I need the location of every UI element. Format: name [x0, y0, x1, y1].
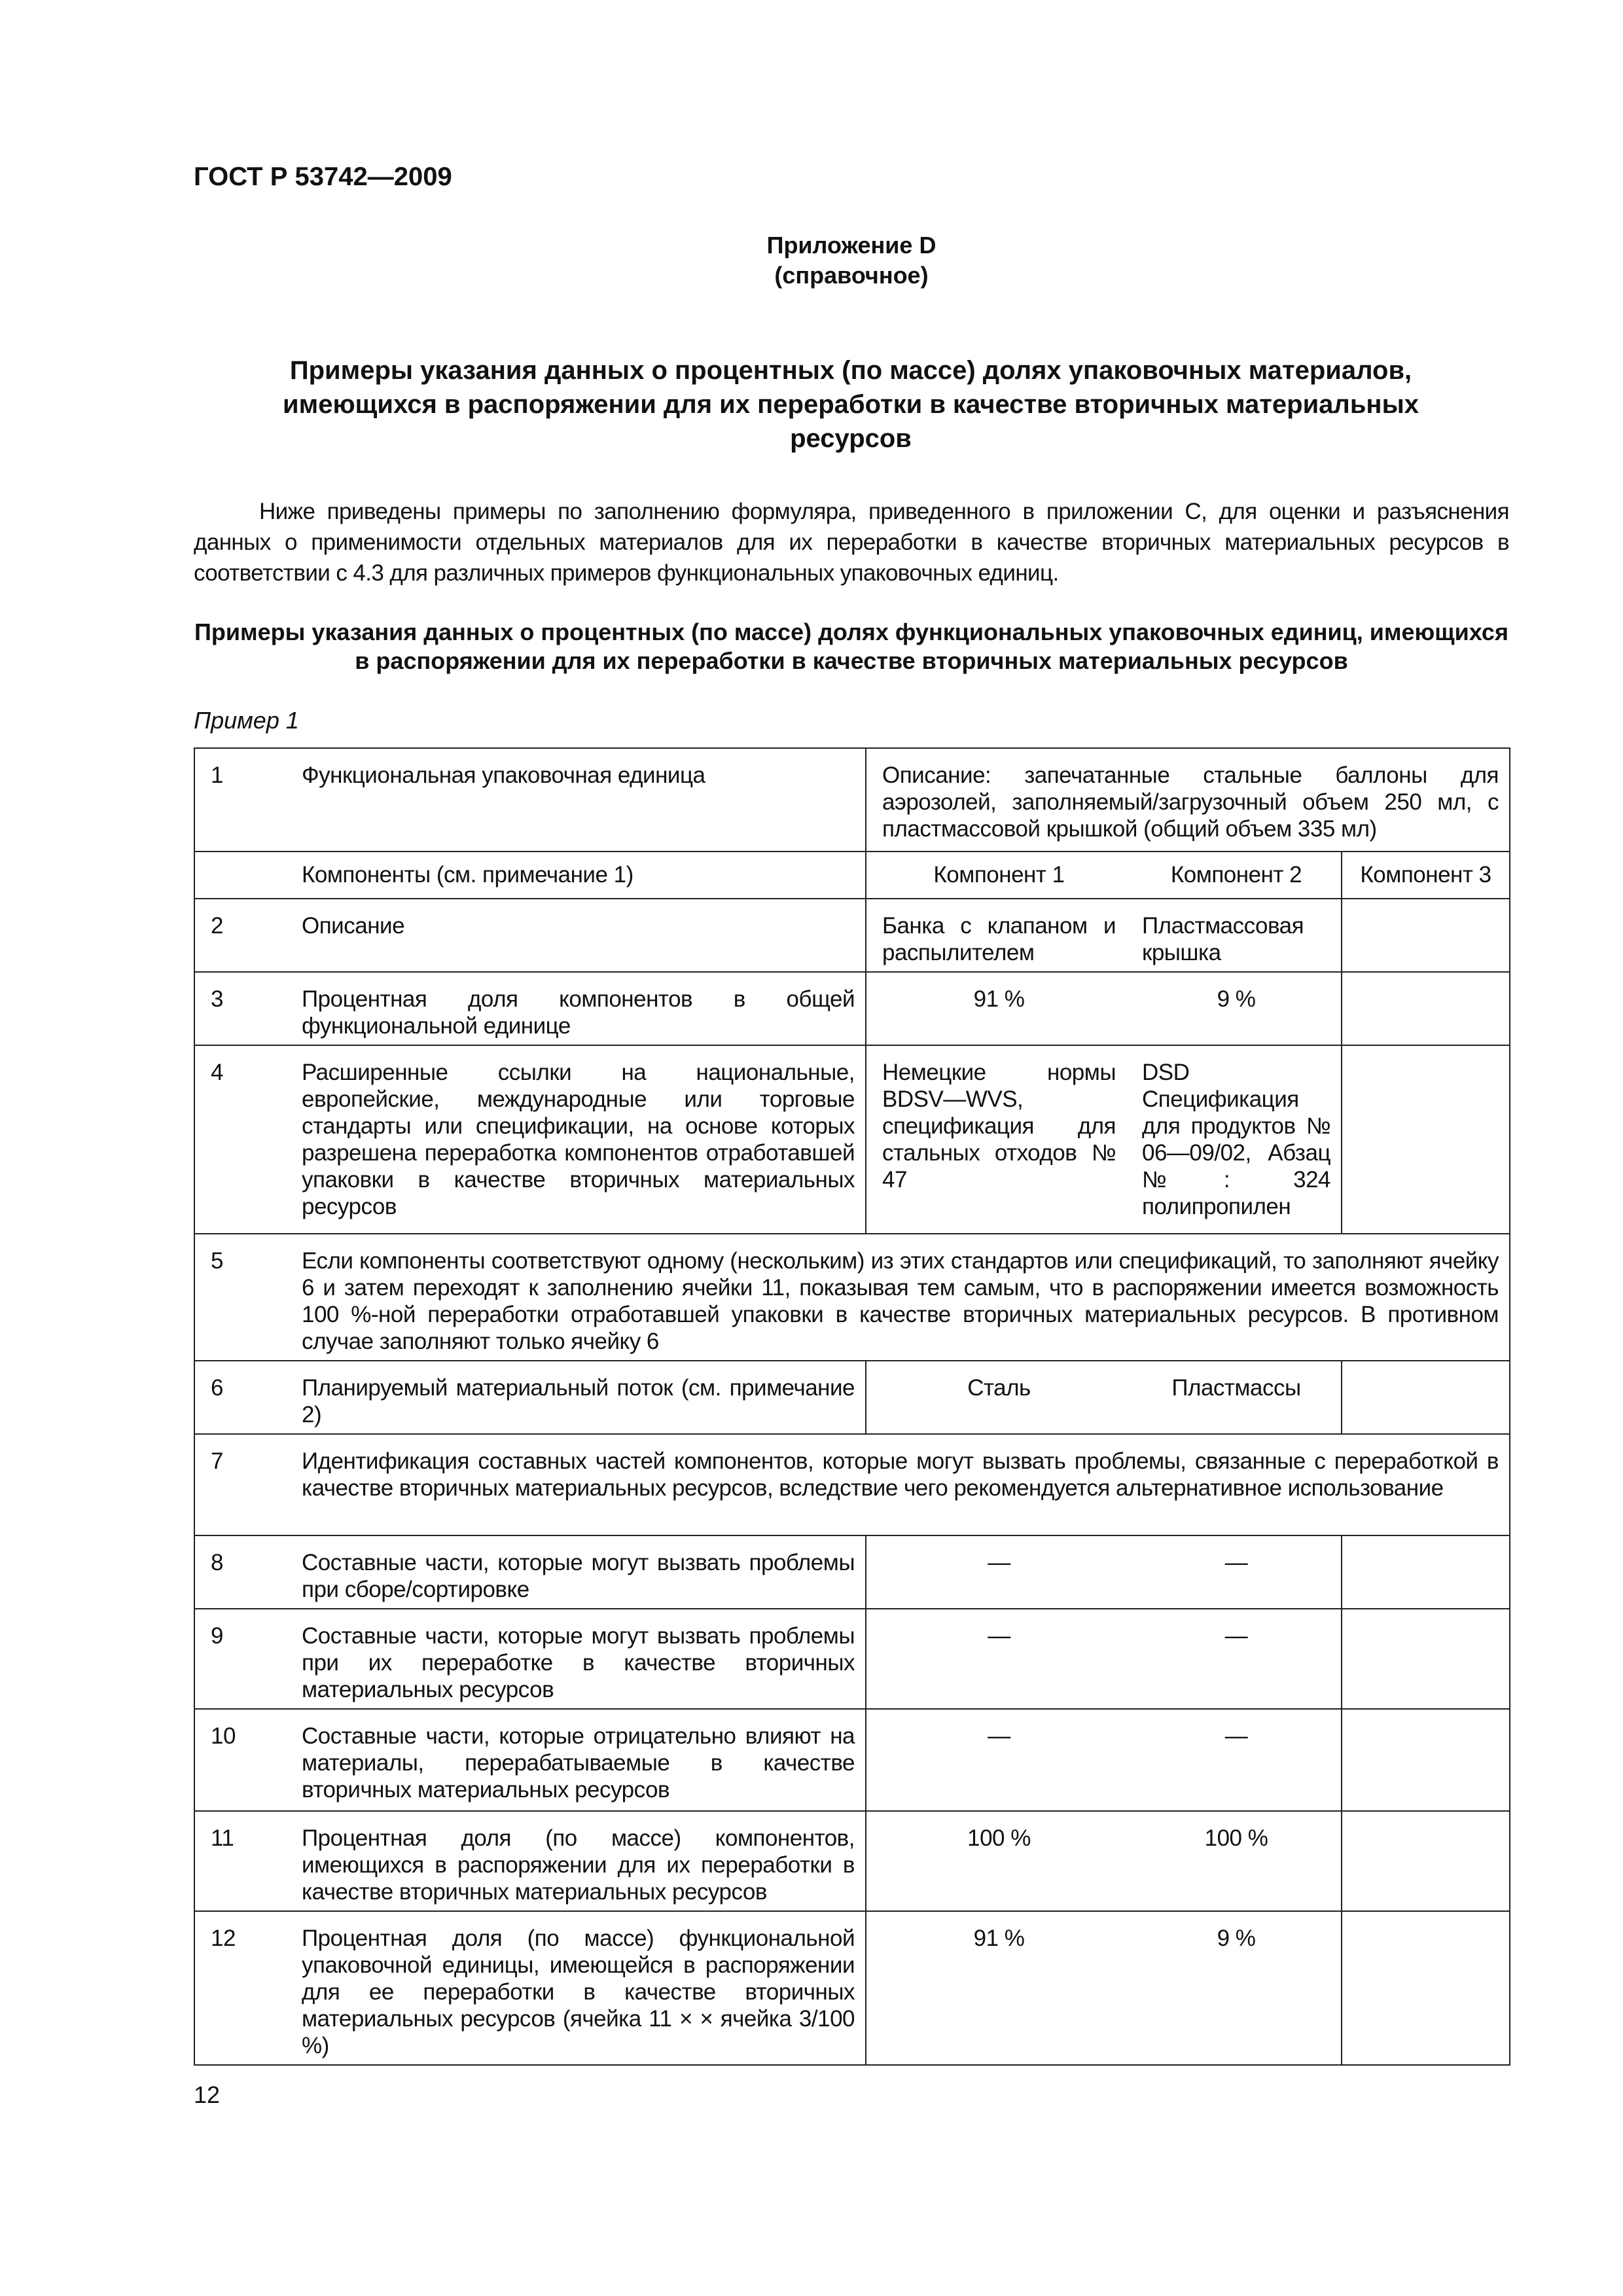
row-label: Составные части, которые отрицательно влияют на материалы, перерабатываемые в качестве вторичных материальных ресурсов	[286, 1709, 866, 1811]
cell	[1342, 1609, 1510, 1709]
cell: 100 %	[866, 1811, 1126, 1911]
cell: 91 %	[866, 1911, 1126, 2065]
table-row	[194, 1535, 1510, 1609]
cell: Сталь	[866, 1361, 1126, 1434]
table-row	[194, 1234, 1510, 1361]
table-row	[194, 1434, 1510, 1535]
page-number: 12	[194, 2081, 221, 2108]
row-number: 5	[194, 1234, 286, 1361]
cell	[1342, 1535, 1510, 1609]
column-header: Компонент 1	[866, 852, 1126, 899]
cell: —	[866, 1609, 1126, 1709]
table-row	[194, 1361, 1510, 1434]
main-title: Примеры указания данных о процентных (по массе) долях упаковочных материалов, имеющихся в распоряжении для их переработки в качестве вторичных материальных ресурсов	[283, 356, 1419, 453]
row-number: 3	[194, 972, 286, 1045]
row-label: Составные части, которые могут вызвать проблемы при сборе/сортировке	[286, 1535, 866, 1609]
row-label: Расширенные ссылки на национальные, европейские, международные или торговые стандарты или спецификации, на основе которых разрешена переработка компонентов отработавшей упаковки в качестве вторичных материальных ресурсов	[286, 1045, 866, 1234]
column-header: Компонент 2	[1126, 852, 1342, 899]
intro-paragraph: Ниже приведены примеры по заполнению формуляра, приведенного в приложении С, для оценки и разъяснения данных о применимости отдельных материалов для их переработки в качестве вторичных материальных ресурсов в соответствии с 4.3 для различных примеров функциональных упаковочных единиц.	[194, 499, 1509, 586]
row-label: Процентная доля (по массе) функциональной упаковочной единицы, имеющейся в распоряжении для ее переработки в качестве вторичных материальных ресурсов (ячейка 11 × × ячейка 3/100 %)	[286, 1911, 866, 2065]
row-number: 8	[194, 1535, 286, 1609]
data-table	[194, 747, 1510, 2066]
cell: —	[866, 1535, 1126, 1609]
row-label: Компоненты (см. примечание 1)	[286, 852, 866, 899]
table-subtitle: Примеры указания данных о процентных (по массе) долях функциональных упаковочных единиц, имеющихся в распоряжении для их переработки в качестве вторичных материальных ресурсов	[194, 619, 1508, 674]
cell: Немецкие нормы BDSV—WVS, спецификация для стальных отходов № 47	[866, 1045, 1126, 1234]
cell: —	[1126, 1709, 1342, 1811]
row-number: 2	[194, 899, 286, 972]
row-number-empty	[194, 852, 286, 899]
appendix-note: (справочное)	[774, 262, 929, 289]
cell: DSD Спецификация для продуктов № 06—09/02, Абзац №: 324 полипропилен	[1126, 1045, 1342, 1234]
cell	[1342, 972, 1510, 1045]
cell	[1342, 1811, 1510, 1911]
row-label: Планируемый материальный поток (см. примечание 2)	[286, 1361, 866, 1434]
cell: Пластмассы	[1126, 1361, 1342, 1434]
table-row	[194, 1045, 1510, 1234]
row-number: 9	[194, 1609, 286, 1709]
column-header: Компонент 3	[1342, 852, 1510, 899]
cell: Пластмассовая крышка	[1126, 899, 1342, 972]
row-number: 10	[194, 1709, 286, 1811]
row-label: Процентная доля (по массе) компонентов, имеющихся в распоряжении для их переработки в качестве вторичных материальных ресурсов	[286, 1811, 866, 1911]
cell: —	[866, 1709, 1126, 1811]
row-number: 1	[194, 748, 286, 852]
table-row	[194, 1811, 1510, 1911]
example-label: Пример 1	[194, 707, 299, 734]
cell: 91 %	[866, 972, 1126, 1045]
cell: 9 %	[1126, 1911, 1342, 2065]
table-row	[194, 852, 1510, 899]
row-value: Описание: запечатанные стальные баллоны для аэрозолей, заполняемый/загрузочный объем 250 мл, с пластмассовой крышкой (общий объем 335 мл)	[866, 748, 1510, 852]
cell	[1342, 899, 1510, 972]
row-number: 7	[194, 1434, 286, 1535]
cell: —	[1126, 1609, 1342, 1709]
row-text: Если компоненты соответствуют одному (нескольким) из этих стандартов или спецификаций, то заполняют ячейку 6 и затем переходят к заполнению ячейки 11, показывая тем самым, что в распоряжении имеется возможность 100 %-ной переработки отработавшей упаковки в качестве вторичных материальных ресурсов. В противном случае заполняют только ячейку 6	[286, 1234, 1510, 1361]
cell: Банка с клапаном и распылителем	[866, 899, 1126, 972]
row-number: 11	[194, 1811, 286, 1911]
row-number: 6	[194, 1361, 286, 1434]
row-text: Идентификация составных частей компонентов, которые могут вызвать проблемы, связанные с переработкой в качестве вторичных материальных ресурсов, вследствие чего рекомендуется альтернативное использование	[286, 1434, 1510, 1535]
cell: 9 %	[1126, 972, 1342, 1045]
cell	[1342, 1911, 1510, 2065]
cell: 100 %	[1126, 1811, 1342, 1911]
appendix-title: Приложение D	[766, 232, 936, 259]
table-row	[194, 1609, 1510, 1709]
cell: —	[1126, 1535, 1342, 1609]
table-row	[194, 1709, 1510, 1811]
row-number: 12	[194, 1911, 286, 2065]
table-row	[194, 1911, 1510, 2065]
table-row	[194, 899, 1510, 972]
row-label: Описание	[286, 899, 866, 972]
appendix-heading	[194, 230, 1509, 291]
row-number: 4	[194, 1045, 286, 1234]
document-code: ГОСТ Р 53742—2009	[194, 162, 452, 191]
row-label: Функциональная упаковочная единица	[286, 748, 866, 852]
table-row	[194, 748, 1510, 852]
table-row	[194, 972, 1510, 1045]
row-label: Составные части, которые могут вызвать проблемы при их переработке в качестве вторичных материальных ресурсов	[286, 1609, 866, 1709]
row-label: Процентная доля компонентов в общей функциональной единице	[286, 972, 866, 1045]
cell	[1342, 1045, 1510, 1234]
cell	[1342, 1709, 1510, 1811]
cell	[1342, 1361, 1510, 1434]
